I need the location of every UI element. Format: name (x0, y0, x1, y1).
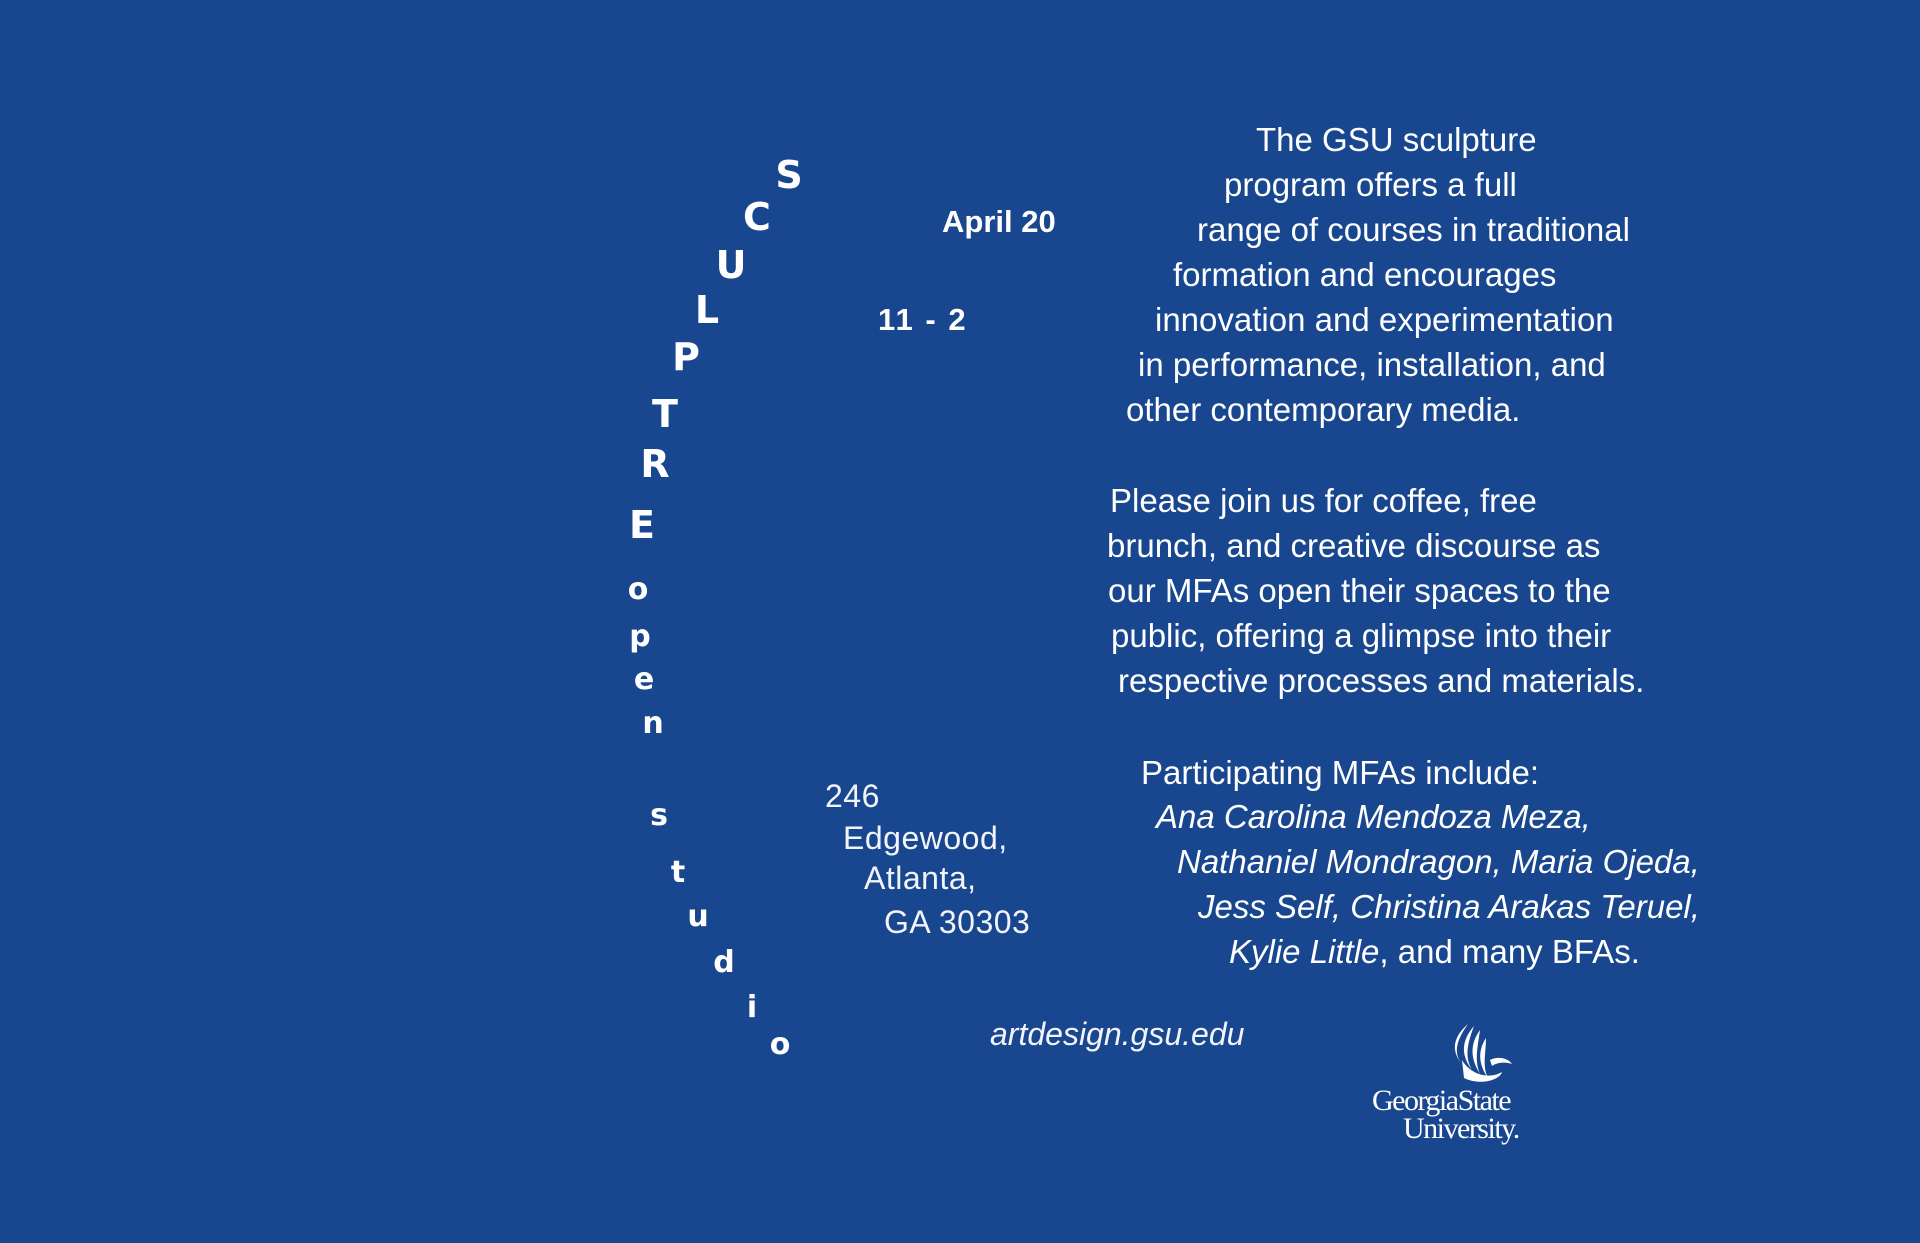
title-letter: n (642, 706, 664, 741)
title-letter: E (629, 503, 655, 547)
logo-line: GeorgiaState (1372, 1084, 1511, 1117)
title-letter: t (670, 855, 686, 890)
title-letter: d (713, 945, 735, 980)
description-line: formation and encourages (1173, 256, 1557, 293)
description-line: program offers a full (1224, 166, 1517, 203)
description-line: innovation and experimentation (1155, 301, 1614, 338)
title-letter: S (775, 153, 803, 197)
participants-line-rest: , and many BFAs. (1379, 933, 1640, 970)
participants-line: Ana Carolina Mendoza Meza, (1156, 798, 1591, 835)
title-letter: U (715, 243, 747, 287)
description-line: range of courses in traditional (1197, 211, 1630, 248)
participants-line: Jess Self, Christina Arakas Teruel, (1198, 888, 1700, 925)
description-line: The GSU sculpture (1256, 121, 1537, 158)
title-letter: e (633, 662, 655, 697)
flame-icon (1370, 1020, 1550, 1090)
participant-name: Kylie Little (1229, 933, 1380, 970)
participants-heading: Participating MFAs include: (1141, 754, 1540, 791)
description-line: other contemporary media. (1126, 391, 1521, 428)
invitation-line: respective processes and materials. (1118, 662, 1645, 699)
invitation-line: brunch, and creative discourse as (1107, 527, 1601, 564)
logo-line: University. (1403, 1112, 1519, 1145)
title-letter: s (650, 798, 668, 833)
invitation-line: Please join us for coffee, free (1110, 482, 1537, 519)
participants-line: Nathaniel Mondragon, Maria Ojeda, (1177, 843, 1700, 880)
title-letter: p (629, 619, 651, 654)
address-line: 246 (825, 778, 880, 814)
address-line: GA 30303 (884, 904, 1031, 940)
title-letter: o (769, 1027, 791, 1062)
description-line: in performance, installation, and (1138, 346, 1606, 383)
address-line: Atlanta, (864, 860, 977, 896)
title-letter: P (672, 335, 700, 379)
event-date: April 20 (942, 204, 1056, 239)
gsu-logo (1370, 1020, 1550, 1155)
address-line: Edgewood, (843, 820, 1008, 856)
invitation-line: public, offering a glimpse into their (1111, 617, 1612, 654)
title-letter: u (687, 899, 709, 934)
participants-line (1229, 935, 1640, 968)
title-letter: i (746, 990, 758, 1025)
title-letter: R (640, 442, 670, 486)
title-letter: T (652, 392, 678, 436)
title-letter: o (627, 572, 649, 607)
event-time: 11 - 2 (878, 302, 968, 337)
website-link[interactable]: artdesign.gsu.edu (990, 1016, 1245, 1052)
title-letter: L (694, 288, 720, 332)
invitation-line: our MFAs open their spaces to the (1108, 572, 1611, 609)
title-letter: C (743, 195, 771, 239)
